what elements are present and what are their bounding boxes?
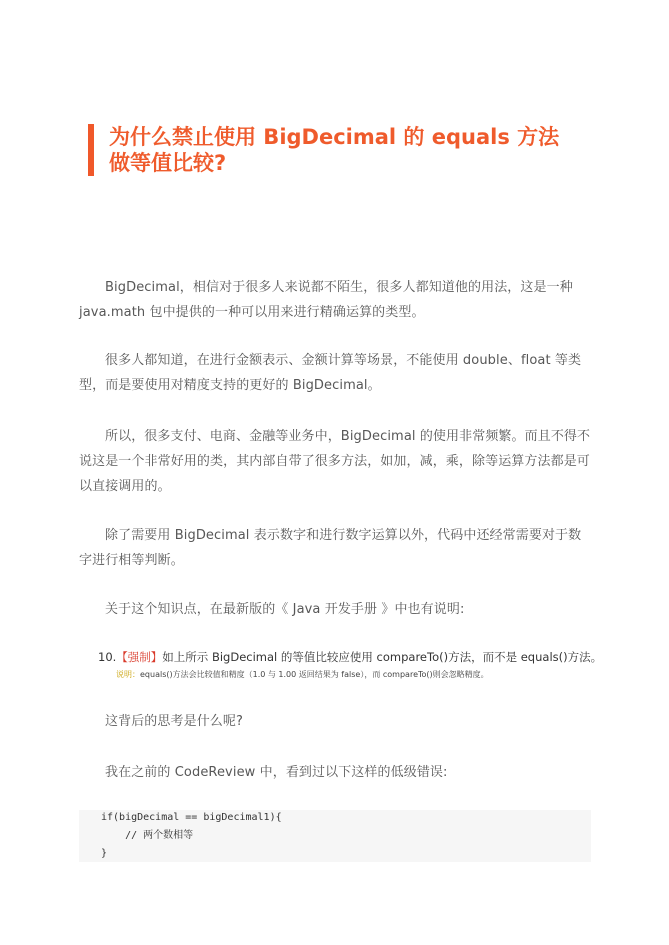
paragraph-equality: 除了需要用 BigDecimal 表示数字和进行数字运算以外，代码中还经常需要对于数字进行相等判断。 [79, 528, 582, 568]
paragraph-usage: 所以，很多支付、电商、金融等业务中，BigDecimal 的使用非常频繁。而且不得不说这是一个非常好用的类，其内部自带了很多方法，如加，减，乘，除等运算方法都是可以直接调用的。 [79, 429, 591, 494]
paragraph-money: 很多人都知道，在进行金额表示、金额计算等场景，不能使用 double、float 等类型，而是要使用对精度支持的更好的 BigDecimal。 [79, 353, 582, 393]
rule-text: 如上所示 BigDecimal 的等值比较应使用 compareTo()方法，而不是 equals()方法。 [162, 650, 603, 664]
code-line: // 两个数相等 [101, 830, 194, 841]
rule-number: 10. [98, 650, 117, 664]
article-title [88, 124, 629, 176]
code-line: } [101, 848, 108, 859]
paragraph-codereview: 我在之前的 CodeReview 中，看到过以下这样的低级错误: [105, 765, 448, 780]
code-line: if(bigDecimal == bigDecimal1){ [101, 812, 282, 823]
manual-rule-note [116, 668, 596, 682]
paragraph-intro: BigDecimal，相信对于很多人来说都不陌生，很多人都知道他的用法，这是一种 java.math 包中提供的一种可以用来进行精确运算的类型。 [79, 280, 573, 320]
manual-rule [98, 648, 603, 666]
rule-note-label: 说明： [116, 670, 140, 679]
title-line-1: 为什么禁止使用 BigDecimal 的 equals 方法 [109, 125, 560, 149]
title-line-2: 做等值比较? [109, 151, 227, 175]
code-block [79, 810, 591, 862]
rule-tag: 【强制】 [116, 650, 163, 664]
paragraph-question: 这背后的思考是什么呢? [105, 714, 243, 729]
paragraph-manual: 关于这个知识点，在最新版的《 Java 开发手册 》中也有说明: [105, 602, 465, 617]
rule-note-text: equals()方法会比较值和精度（1.0 与 1.00 返回结果为 false），而 compareTo()则会忽略精度。 [140, 670, 489, 679]
